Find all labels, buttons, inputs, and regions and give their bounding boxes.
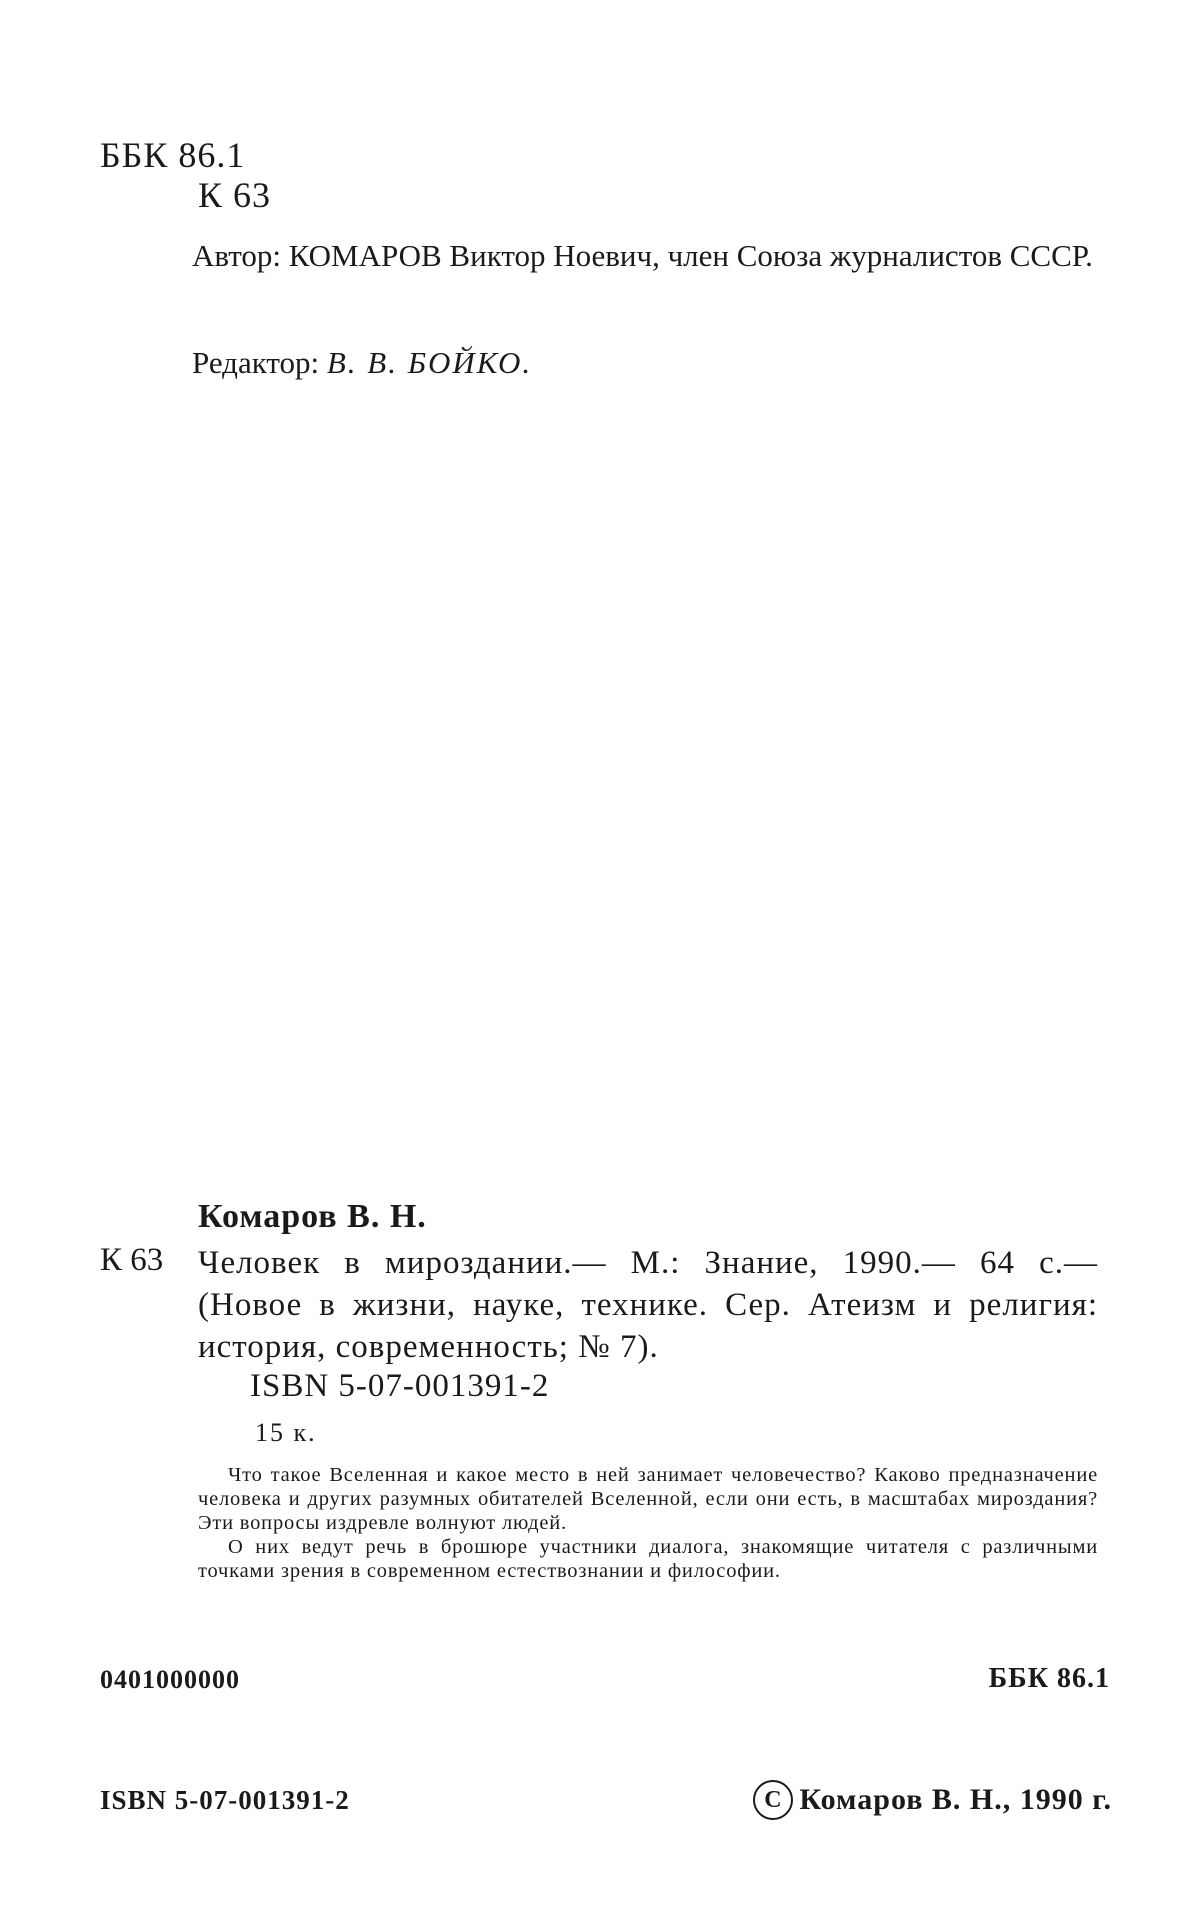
annotation-paragraph-2: О них ведут речь в брошюре участники диалога, знакомящие читателя с различными точками зрения в современном естествознании и философии. bbox=[198, 1536, 1098, 1582]
card-code: К 63 bbox=[100, 1242, 164, 1278]
price: 15 к. bbox=[255, 1418, 317, 1447]
bbk-index: ББК 86.1 bbox=[100, 135, 246, 175]
card-description: Человек в мироздании.— М.: Знание, 1990.— 64 с.— (Новое в жизни, науке, технике. Сер. Атеизм и религия: история, современность; № 7). bbox=[198, 1245, 1098, 1365]
card-author: Комаров В. Н. bbox=[198, 1198, 427, 1235]
author-mark: К 63 bbox=[198, 175, 272, 215]
footer-isbn: ISBN 5-07-001391-2 bbox=[100, 1785, 350, 1815]
footer-code: 0401000000 bbox=[100, 1665, 240, 1694]
card-isbn: ISBN 5-07-001391-2 bbox=[250, 1368, 550, 1404]
editor-line bbox=[192, 345, 532, 381]
editor-name: В. В. БОЙКО. bbox=[326, 345, 533, 380]
copyright-icon: C bbox=[753, 1780, 793, 1820]
annotation bbox=[198, 1463, 1098, 1583]
copyright-text: Комаров В. Н., 1990 г. bbox=[799, 1783, 1112, 1816]
author-line: Автор: КОМАРОВ Виктор Ноевич, член Союза журналистов СССР. bbox=[192, 238, 1093, 273]
annotation-paragraph-1: Что такое Вселенная и какое место в ней занимает человечество? Каково предназначение человека и других разумных обитателей Вселенной, если они есть, в масштабах мироздания? Эти вопросы издревле волнуют людей. bbox=[198, 1464, 1098, 1534]
classification-block bbox=[100, 135, 271, 215]
editor-label: Редактор: bbox=[192, 345, 320, 380]
footer-bbk: ББК 86.1 bbox=[988, 1663, 1110, 1694]
copyright-line bbox=[753, 1780, 1112, 1820]
